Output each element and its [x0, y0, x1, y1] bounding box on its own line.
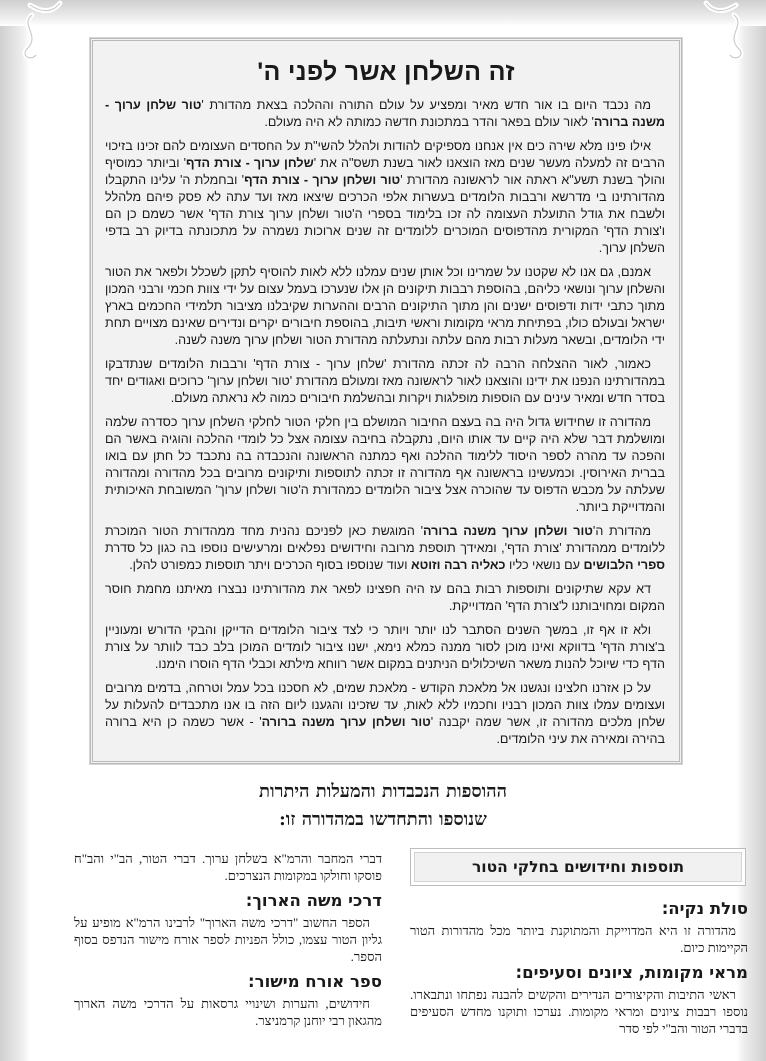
preface-panel: [90, 38, 682, 764]
paragraph-text: אילו פינו מלא שירה כים אין אנחנו מספיקים להודות ולהלל להשי"ת על החסדים העצומים להם זכינו בזיכוי הרבים זה למעלה מעשר שנים מאז הוצאנו לאור בשנת תשס"ה את ': [105, 139, 665, 170]
preface-paragraph: [105, 138, 665, 257]
section-text: דברי המחבר והרמ"א בשלחן ערוך. דברי הטור, הב"י והב"ח פוסקו וחולקו במקומות הנצרכים.: [74, 851, 382, 883]
paragraph-text: ' - אשר כשמה כן היא ברורה בהירה ומאירה את עיני הלומדים.: [105, 715, 665, 746]
preface-paragraph: [105, 264, 665, 349]
bold-title-text: טור ושלחן ערוך משנה ברורה: [423, 524, 593, 538]
paragraph-text: על כן אזרנו חלצינו ונגשנו אל מלאכת הקודש - מלאכת שמים, לא חסכנו בכל עמל וטרחה, בדמים מרובים ועצומים עמלו צוות המכון רבניו וחכמיו ללא לאות, עד שזכינו והגענו ליום הזה בו אנו מתכבדים להעלות על שלחן מלכים מהדורה זו, אשר שמה יקבנה ': [105, 681, 665, 729]
paragraph-text: ' וביותר כמוסיף והולך בשנת תשע"א ראתה אור לראשונה מהדורת ': [105, 156, 665, 187]
paragraph-text: ועוד שנוספו בסוף הכרכים ויתר תוספות כמפורט להלן.: [129, 558, 411, 572]
paragraph-text: מהדורת ה': [592, 524, 651, 538]
additions-heading-line: שנוספו והתחדשו במהדורה זו:: [279, 809, 487, 830]
page-title: זה השלחן אשר לפני ה': [257, 58, 515, 86]
paragraph-text: אמנם, גם אנו לא שקטנו על שמרינו וכל אותן שנים עמלנו ללא לאות להוסיף לתקן לשכלל ולפאר את הטור והשלחן ערוך ונושאי כליהם, בהוספת רבבות תיקונים הן אלו שנערכו בעמל עצום על ידי צוות חכמי ורבני המכון מתוך כתבי ידות ודפוסים ישנים והן מתוך התיקונים הרבים וההערות שקיבלנו מציבור תלמידי החכמים בארץ ישראל ובעולם כולו, בפתיחת מראי מקומות וראשי תיבות, בהוספת חיבורים יקרים ונדירים שאינם מצויים תחת ידי הלומדים, ובשאר מעלות רבות מהם עלתה ונתעלתה מהדורת הטור ושלחן ערוך משנה לשנה.: [105, 265, 665, 347]
paragraph-text: דא עקא שתיקונים ותוספות רבות בהם עז היה חפצינו לפאר את מהדורתינו נבצרו מאיתנו מחמת חוסר המקום ומחויבותנו ל'צורת הדף' המדוייקת.: [105, 582, 665, 613]
paragraph-text: ' לאור עולם בפאר והדר במתכונת חדשה כמותה לא היה מעולם.: [264, 115, 594, 129]
paragraph-text: ולא זו אף זו, במשך השנים הסתבר לנו יותר ויותר כי לצד ציבור הלומדים הדייקן והבקי הדורש ומעוניין ב'צורת הדף' בדווקא ואינו מוכן לסור ממנה כמלא נימא, ישנו ציבור לומדים המוכן בלב כבד לוותר על צורת הדף כדי שיוכל להנות משאר השיכלולים הניתנים במקום אשר רווחא מילתא וכבלי הדף הוסרו הימנו.: [105, 623, 665, 671]
paragraph-text: עם נושאי כליו: [505, 558, 584, 572]
preface-paragraph: [105, 414, 665, 516]
preface-paragraph: [105, 97, 665, 131]
section-box-title: תוספות וחידושים בחלקי הטור: [410, 848, 746, 886]
section-title: דרכי משה הארוך:: [245, 891, 382, 910]
bold-title-text: ספרי הלבושים: [583, 558, 665, 572]
preface-paragraph: [105, 581, 665, 615]
paragraph-text: ' ובחמלת ה' עלינו התקבלו מהדורתינו בי מדרשא ורבבות הלומדים בעשרות אלפי הכרכים שיצאו מאז ועד עתה לא פסק פיהם מלהלל ולשבח את גודל התועלת העצומה לה זכו בלימוד בספרי ה'טור ושלחן ערוך צורת הדף' אשר כשמם כן הם ו'צורת הדף' המקורית מהדפוסים המוכרים ללומדים זה שנים ארוכות נשמרה על מתכונתה בדיוק רב בדפי השלחן ערוך.: [105, 173, 665, 255]
preface-paragraph: [105, 622, 665, 673]
preface-paragraph: [105, 356, 665, 407]
paragraph-text: כאמור, לאור ההצלחה הרבה לה זכתה מהדורת 'שלחן ערוך - צורת הדף' ורבבות הלומדים שנתדבקו במהדורתינו הנפנו את ידינו והוצאנו לאור לראשונה מאז ומעולם מהדורת 'טור ושלחן ערוך' כרוכים ואגודים יחד בסדר חדש ומאיר עינים עם הוספות מופלגות ויקרות ובהשלמת חיבורים כמוה לא נראתה מעולם.: [105, 357, 665, 405]
bold-title-text: טור שלחן ערוך - משנה ברורה: [105, 98, 665, 129]
additions-column-left: [74, 848, 382, 1033]
section-text: ראשי התיבות והקיצורים הנדירים והקשים להבנה נפתחו ונתבארו. נוספו רבבות ציונים ומראי מקומות. נערכו ותוקנו מחדש הסעיפים בדברי הטור והב"י לפי סדר: [410, 987, 748, 1036]
section-text: חידושים, והערות ושינויי גרסאות על הדרכי משה הארוך מהגאון רבי יוחנן קרמניצר.: [74, 996, 382, 1028]
preface-paragraph: [105, 523, 665, 574]
preface-body: [93, 97, 679, 748]
bold-title-text: טור ושלחן ערוך משנה ברורה: [261, 715, 431, 729]
preface-paragraph: [105, 680, 665, 748]
paragraph-text: מה נכבד היום בו אור חדש מאיר ומפציע על עולם התורה וההלכה בצאת מהדורת ': [201, 98, 651, 112]
additions-columns: [74, 848, 748, 1041]
section-text: הספר החשוב "דרכי משה הארוך" לרבינו הרמ"א מופיע על גליון הטור עצמו, כולל הפניות לספר אורח מישור הנדפס בסוף הספר.: [74, 915, 382, 964]
bold-title-text: טור ושלחן ערוך - צורת הדף: [244, 173, 401, 187]
additions-column-right: [410, 848, 748, 1041]
section-title: מראי מקומות, ציונים וסעיפים:: [515, 963, 748, 982]
section-title: ספר אורח מישור:: [248, 972, 382, 991]
section-title: סולת נקיה:: [661, 899, 748, 918]
paragraph-text: ' המוגשת כאן לפניכם נהנית מחד ממהדורת הטור המוכרת ללומדים ממהדורת 'צורת הדף', ומאידך תוספת מרובה וחידושים נפלאים ומרעישים נוספו בה כגון כל סדרת: [105, 524, 665, 555]
additions-heading-line: ההוספות הנכבדות והמעלות היתרות: [259, 781, 507, 802]
paragraph-text: מהדורה זו שחידוש גדול היה בה בעצם החיבור המושלם בין חלקי הטור לחלקי השלחן ערוך כסדרה שלמה ומושלמת דבר שלא היה קיים עד אותו היום, נתקבלה בחיבה עצומה אצל כל לומדי ההלכה והוגיה באשר הם והפכה עד מהרה לספר היסוד ללימוד ההלכה ואף כמתנה הראשונה והנכבדה בה נתכבד כל חתן עם בואו בברית האירוסין. וכמעשינו בראשונה אף מהדורה זו זכתה לתוספות ותיקונים מרובים בכל מהדורה ומהדורה שעלתה על מכבש הדפוס עד שהוכרה אצל ציבור הלומדים כמהדורת ה'טור ושלחן ערוך' המשובחת האיכותית והמדוייקת ביותר.: [105, 415, 665, 514]
additions-heading: [0, 778, 766, 834]
bold-title-text: כאליה רבה וזוטא: [411, 558, 506, 572]
bold-title-text: שלחן ערוך - צורת הדף: [186, 156, 314, 170]
section-text: מהדורה זו היא המדוייקת והמתוקנת ביותר מכל מהדורות הטור הקיימות כיום.: [410, 923, 748, 955]
